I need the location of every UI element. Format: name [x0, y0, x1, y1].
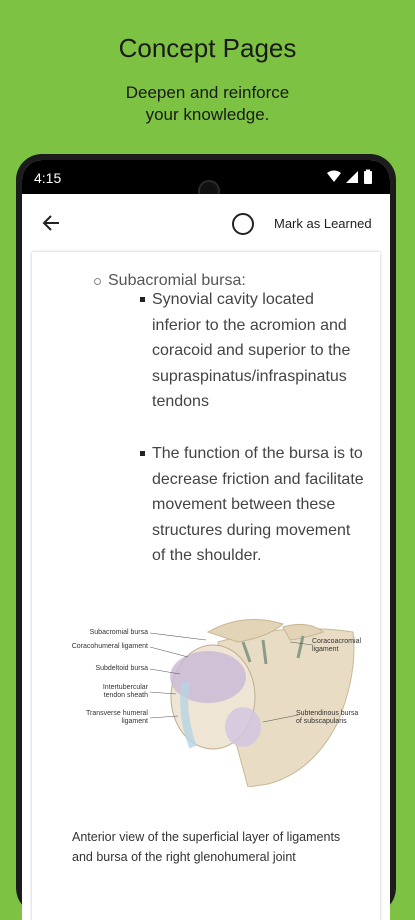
promo-subtitle-line-2: your knowledge.: [145, 105, 270, 124]
label-transverse-line-2: ligament: [121, 718, 148, 725]
label-subtendinous-bursa: [296, 710, 366, 726]
battery-icon: [364, 171, 372, 184]
anatomy-figure[interactable]: [68, 612, 363, 787]
mark-learned-label[interactable]: Mark as Learned: [274, 216, 372, 231]
label-intertubercular-sheath: [68, 684, 148, 700]
sub-heading-text: Subacromial bursa:: [108, 272, 246, 289]
promo-subtitle-line-1: Deepen and reinforce: [125, 83, 290, 102]
label-coracoacromial-ligament: [312, 638, 372, 654]
label-subtendinous-line-2: of subscapularis: [296, 718, 347, 725]
label-coracoacromial-line-2: ligament: [312, 646, 339, 653]
promo-title: Concept Pages: [118, 33, 297, 63]
label-subtendinous-line-1: Subtendinous bursa: [296, 710, 359, 717]
label-transverse-humeral: [68, 710, 148, 726]
square-bullet-icon: [140, 451, 145, 456]
label-intertubercular-line-1: Intertubercular: [102, 684, 148, 691]
figure-caption: Anterior view of the superficial layer of ligaments and bursa of the right glenohumeral joint: [72, 830, 341, 864]
status-icons: [326, 169, 380, 190]
square-bullet-icon: [140, 297, 145, 302]
mark-learned-checkbox[interactable]: [232, 213, 254, 235]
phone-screen: [22, 160, 390, 920]
hollow-bullet-icon: [94, 278, 101, 285]
back-button[interactable]: [36, 208, 66, 238]
bullet-item-1: [152, 287, 367, 415]
app-bar: [22, 194, 390, 252]
label-coracohumeral-ligament: Coracohumeral ligament: [71, 643, 148, 650]
signal-icon: [346, 171, 358, 183]
label-subdeltoid-bursa: Subdeltoid bursa: [95, 665, 148, 672]
phone-frame: [16, 154, 396, 914]
status-time: 4:15: [34, 170, 62, 186]
promo-subtitle: [0, 82, 415, 126]
label-coracoacromial-line-1: Coracoacromial: [312, 638, 362, 645]
label-transverse-line-1: Transverse humeral: [86, 710, 148, 717]
label-intertubercular-line-2: tendon sheath: [103, 692, 148, 699]
bullet-item-2: [152, 441, 367, 569]
concept-card: [32, 252, 380, 920]
bullet-text-1: Synovial cavity located inferior to the acromion and coracoid and superior to the supraspinatus/infraspinatus tendons: [152, 291, 351, 411]
wifi-icon: [327, 171, 341, 183]
label-subacromial-bursa: Subacromial bursa: [89, 629, 148, 636]
bullet-text-2: The function of the bursa is to decrease friction and facilitate movement between these structures during movement of the shoulder.: [152, 445, 364, 565]
concept-content[interactable]: [22, 252, 390, 920]
status-bar: [22, 160, 390, 194]
arrow-left-icon: [36, 208, 66, 238]
